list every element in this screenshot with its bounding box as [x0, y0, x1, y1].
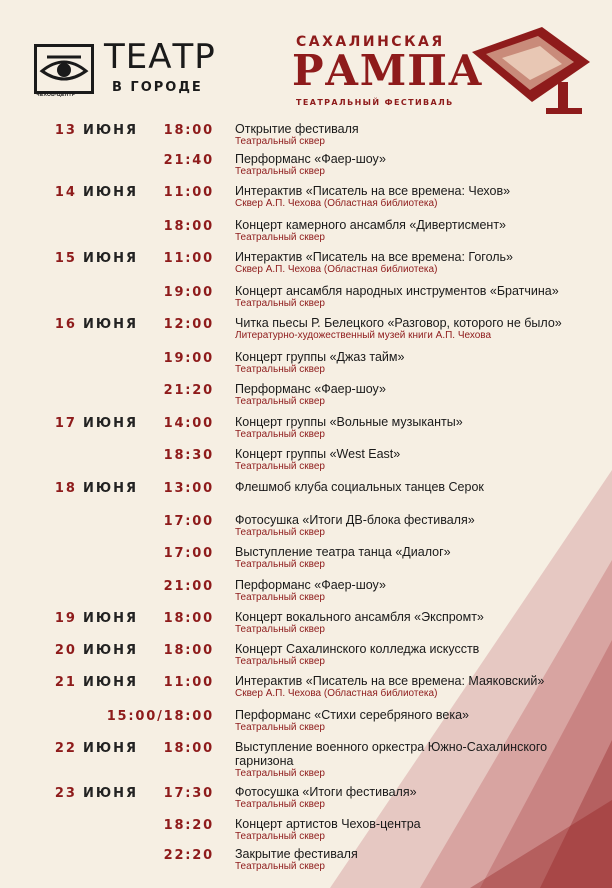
event-time: 17:00 — [163, 514, 214, 529]
event-title: Концерт артистов Чехов-центра — [235, 817, 421, 831]
theatre-title: ТЕАТР — [104, 37, 216, 77]
schedule-row — [0, 413, 612, 445]
schedule-row — [0, 380, 612, 413]
event-month: ИЮНЯ — [82, 416, 138, 431]
event-place: Театральный сквер — [235, 861, 325, 872]
event-month: ИЮНЯ — [82, 643, 138, 658]
event-title: Перформанс «Фаер-шоу» — [235, 578, 386, 592]
event-time: 18:00 — [163, 611, 214, 626]
event-place: Театральный сквер — [235, 298, 325, 309]
event-info — [235, 545, 605, 571]
event-info — [235, 642, 605, 668]
event-place: Театральный сквер — [235, 768, 325, 779]
event-time: 12:00 — [163, 317, 214, 332]
event-info — [235, 674, 605, 700]
event-time: 18:00 — [163, 219, 214, 234]
event-time: 21:40 — [163, 153, 214, 168]
event-place: Сквер А.П. Чехова (Областная библиотека) — [235, 198, 438, 209]
event-title: Читка пьесы Р. Белецкого «Разговор, которого не было» — [235, 316, 562, 330]
schedule-row — [0, 348, 612, 380]
event-place: Театральный сквер — [235, 559, 325, 570]
event-place: Литературно-художественный музей книги А.П. Чехова — [235, 330, 492, 341]
logo-caption: ЧЕХОВ-ЦЕНТР — [36, 92, 76, 98]
schedule-row — [0, 640, 612, 672]
event-day: 13 — [54, 123, 77, 138]
event-title: Перформанс «Фаер-шоу» — [235, 152, 386, 166]
schedule-row — [0, 608, 612, 640]
schedule-row — [0, 783, 612, 815]
schedule-row — [0, 672, 612, 706]
event-info — [235, 847, 605, 873]
event-place: Театральный сквер — [235, 232, 325, 243]
event-title: Концерт вокального ансамбля «Экспромт» — [235, 610, 484, 624]
event-title: Интерактив «Писатель на все времена: Маяковский» — [235, 674, 545, 688]
schedule-row — [0, 314, 612, 348]
schedule-row — [0, 845, 612, 875]
event-info — [235, 284, 605, 310]
event-title: Открытие фестиваля — [235, 122, 359, 136]
event-day: 16 — [54, 317, 77, 332]
event-info — [235, 250, 605, 276]
event-time: 18:30 — [163, 448, 214, 463]
event-info — [235, 610, 605, 636]
event-title: Перформанс «Фаер-шоу» — [235, 382, 386, 396]
event-month: ИЮНЯ — [82, 481, 138, 496]
schedule-row — [0, 282, 612, 314]
event-place: Театральный сквер — [235, 831, 325, 842]
event-place: Театральный сквер — [235, 527, 325, 538]
event-title: Выступление военного оркестра Южно-Сахалинского гарнизона — [235, 740, 548, 768]
event-time: 14:00 — [163, 416, 214, 431]
event-info — [235, 184, 605, 210]
event-day: 19 — [54, 611, 77, 626]
schedule-row — [0, 216, 612, 248]
event-title: Перформанс «Стихи серебряного века» — [235, 708, 470, 722]
event-time: 21:00 — [163, 579, 214, 594]
event-place: Театральный сквер — [235, 592, 325, 603]
event-time: 18:00 — [163, 741, 214, 756]
schedule-row — [0, 738, 612, 783]
event-info — [235, 578, 605, 604]
event-info — [235, 513, 605, 539]
event-day: 14 — [54, 185, 77, 200]
event-info — [235, 740, 605, 780]
event-place: Театральный сквер — [235, 722, 325, 733]
eye-icon — [39, 49, 89, 89]
event-info — [235, 122, 605, 148]
event-time: 13:00 — [163, 481, 214, 496]
event-title: Интерактив «Писатель на все времена: Чехов» — [235, 184, 511, 198]
event-place: Театральный сквер — [235, 136, 325, 147]
event-month: ИЮНЯ — [82, 317, 138, 332]
event-month: ИЮНЯ — [82, 675, 138, 690]
event-day: 17 — [54, 416, 77, 431]
schedule-row — [0, 478, 612, 511]
event-time: 18:20 — [163, 818, 214, 833]
event-day: 23 — [54, 786, 77, 801]
event-day: 15 — [54, 251, 77, 266]
event-day: 20 — [54, 643, 77, 658]
event-place: Театральный сквер — [235, 461, 325, 472]
header — [0, 0, 612, 120]
event-place: Сквер А.П. Чехова (Областная библиотека) — [235, 688, 438, 699]
event-info — [235, 480, 605, 494]
chekhov-center-logo — [34, 44, 94, 94]
event-month: ИЮНЯ — [82, 185, 138, 200]
event-place: Театральный сквер — [235, 166, 325, 177]
event-time: 15:00/18:00 — [106, 709, 214, 724]
event-info — [235, 708, 605, 734]
event-month: ИЮНЯ — [82, 123, 138, 138]
event-info — [235, 415, 605, 441]
event-month: ИЮНЯ — [82, 611, 138, 626]
event-time: 11:00 — [163, 675, 214, 690]
event-time: 22:20 — [163, 848, 214, 863]
event-info — [235, 316, 605, 342]
event-title: Закрытие фестиваля — [235, 847, 358, 861]
event-title: Фотосушка «Итоги ДВ-блока фестиваля» — [235, 513, 475, 527]
event-title: Концерт группы «West East» — [235, 447, 401, 461]
event-month: ИЮНЯ — [82, 251, 138, 266]
event-month: ИЮНЯ — [82, 786, 138, 801]
event-info — [235, 350, 605, 376]
event-info — [235, 447, 605, 473]
event-title: Интерактив «Писатель на все времена: Гоголь» — [235, 250, 514, 264]
event-info — [235, 152, 605, 178]
event-title: Флешмоб клуба социальных танцев Серок — [235, 480, 484, 494]
event-place: Театральный сквер — [235, 429, 325, 440]
schedule-row — [0, 815, 612, 845]
schedule-row — [0, 248, 612, 282]
event-info — [235, 817, 605, 843]
event-time: 17:00 — [163, 546, 214, 561]
festival-top-label: САХАЛИНСКАЯ — [296, 34, 445, 50]
spotlight-icon — [462, 22, 602, 122]
event-time: 17:30 — [163, 786, 214, 801]
event-time: 19:00 — [163, 285, 214, 300]
schedule-row — [0, 445, 612, 478]
event-place: Театральный сквер — [235, 364, 325, 375]
schedule-row — [0, 182, 612, 216]
event-time: 19:00 — [163, 351, 214, 366]
schedule-row — [0, 150, 612, 182]
schedule-row — [0, 511, 612, 543]
event-title: Выступление театра танца «Диалог» — [235, 545, 451, 559]
event-day: 22 — [54, 741, 77, 756]
event-info — [235, 382, 605, 408]
event-info — [235, 218, 605, 244]
event-title: Концерт камерного ансамбля «Дивертисмент» — [235, 218, 506, 232]
festival-subtitle: ТЕАТРАЛЬНЫЙ ФЕСТИВАЛЬ — [296, 98, 454, 107]
event-day: 21 — [54, 675, 77, 690]
event-time: 18:00 — [163, 643, 214, 658]
schedule-row — [0, 576, 612, 608]
event-time: 11:00 — [163, 185, 214, 200]
event-title: Концерт группы «Джаз тайм» — [235, 350, 405, 364]
schedule-row — [0, 120, 612, 150]
event-month: ИЮНЯ — [82, 741, 138, 756]
event-place: Театральный сквер — [235, 799, 325, 810]
event-place: Театральный сквер — [235, 624, 325, 635]
event-title: Концерт группы «Вольные музыканты» — [235, 415, 463, 429]
event-title: Фотосушка «Итоги фестиваля» — [235, 785, 417, 799]
festival-name: РАМПА — [292, 46, 484, 95]
event-time: 21:20 — [163, 383, 214, 398]
event-place: Театральный сквер — [235, 656, 325, 667]
event-title: Концерт Сахалинского колледжа искусств — [235, 642, 480, 656]
event-title: Концерт ансамбля народных инструментов «Братчина» — [235, 284, 559, 298]
event-place: Театральный сквер — [235, 396, 325, 407]
event-info — [235, 785, 605, 811]
schedule-row — [0, 706, 612, 738]
theatre-subtitle: В ГОРОДЕ — [112, 80, 203, 95]
event-time: 18:00 — [163, 123, 214, 138]
event-place: Сквер А.П. Чехова (Областная библиотека) — [235, 264, 438, 275]
event-day: 18 — [54, 481, 77, 496]
schedule-row — [0, 543, 612, 576]
event-time: 11:00 — [163, 251, 214, 266]
